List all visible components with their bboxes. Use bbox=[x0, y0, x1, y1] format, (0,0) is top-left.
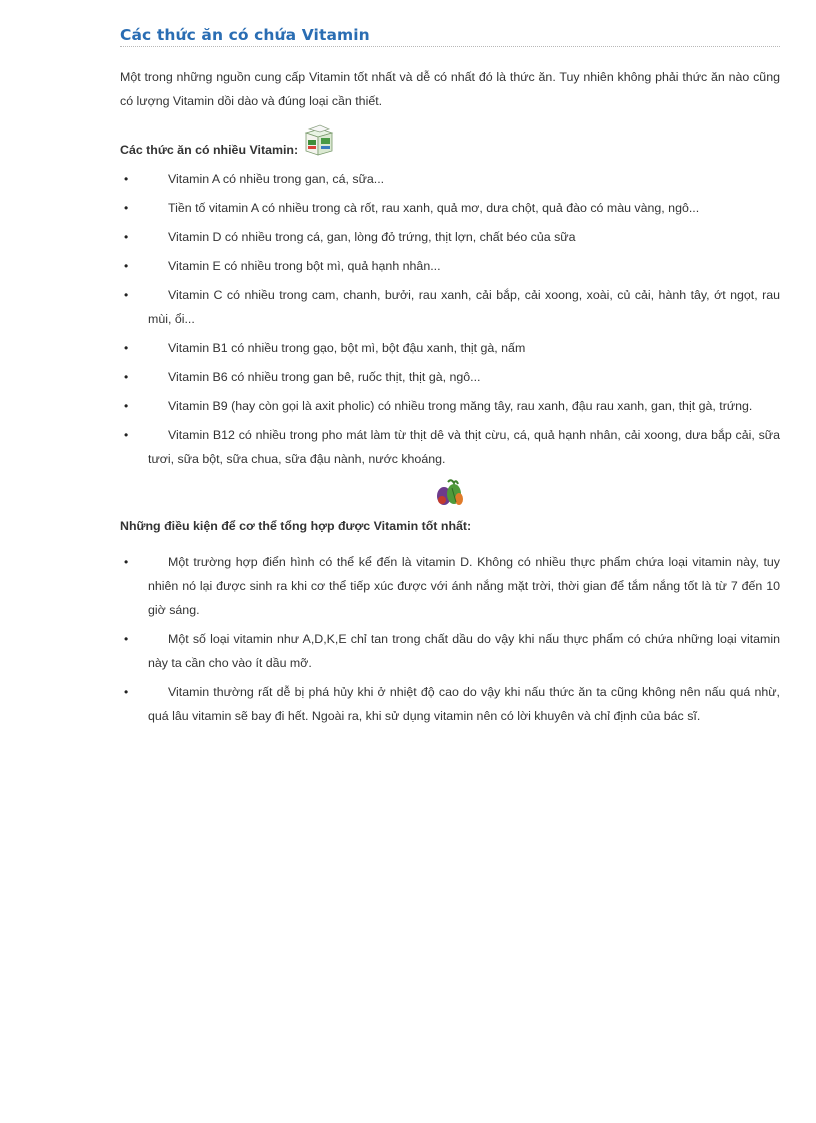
bullet: • bbox=[124, 685, 129, 699]
vitamin-food-list bbox=[120, 167, 780, 471]
bullet: • bbox=[124, 370, 129, 384]
list-item: • Vitamin B6 có nhiều trong gan bê, ruốc thịt, thịt gà, ngô... bbox=[120, 365, 780, 389]
bullet: • bbox=[124, 341, 129, 355]
list-item: • Một trường hợp điển hình có thể kể đến là vitamin D. Không có nhiều thực phẩm chứa loại vitamin này, tuy nhiên nó lại được sinh ra khi cơ thể tiếp xúc được với ánh nắng mặt trời, thời gian để tắm nắng tốt là từ 7 đến 10 giờ sáng. bbox=[120, 550, 780, 622]
list-item: • Một số loại vitamin như A,D,K,E chỉ tan trong chất dầu do vậy khi nấu thực phẩm có chứa những loại vitamin này ta cần cho vào ít dầu mỡ. bbox=[120, 627, 780, 675]
document-page bbox=[120, 26, 780, 733]
bullet: • bbox=[124, 172, 129, 186]
vegetables-icon bbox=[434, 476, 466, 508]
section2-heading-row bbox=[120, 514, 780, 538]
intro-paragraph: Một trong những nguồn cung cấp Vitamin tốt nhất và dễ có nhất đó là thức ăn. Tuy nhiên không phải thức ăn nào cũng có lượng Vitamin dồi dào và đúng loại cần thiết. bbox=[120, 70, 780, 108]
section1-heading-row bbox=[120, 119, 780, 157]
list-item: • Tiền tố vitamin A có nhiều trong cà rốt, rau xanh, quả mơ, dưa chột, quả đào có màu vàng, ngô... bbox=[120, 196, 780, 220]
bullet: • bbox=[124, 555, 129, 569]
section2-heading: Những điều kiện để cơ thể tổng hợp được Vitamin tốt nhất: bbox=[120, 519, 472, 533]
list-item: • Vitamin B12 có nhiều trong pho mát làm từ thịt dê và thịt cừu, cá, quả hạnh nhân, cải xoong, dưa bắp cải, sữa tươi, sữa bột, sữa chua, sữa đậu nành, nước khoáng. bbox=[120, 423, 780, 471]
section1-heading: Các thức ăn có nhiều Vitamin: bbox=[120, 143, 299, 157]
list-item: • Vitamin B1 có nhiều trong gạo, bột mì, bột đậu xanh, thịt gà, nấm bbox=[120, 336, 780, 360]
list-item: • Vitamin E có nhiều trong bột mì, quả hạnh nhân... bbox=[120, 254, 780, 278]
list-item: • Vitamin thường rất dễ bị phá hủy khi ở nhiệt độ cao do vậy khi nấu thức ăn ta cũng không nên nấu quá nhừ, quá lâu vitamin sẽ bay đi hết. Ngoài ra, khi sử dụng vitamin nên có lời khuyên và chỉ định của bác sĩ. bbox=[120, 680, 780, 728]
bullet: • bbox=[124, 230, 129, 244]
bullet: • bbox=[124, 288, 129, 302]
bullet: • bbox=[124, 428, 129, 442]
divider-image bbox=[120, 476, 780, 510]
bullet: • bbox=[124, 201, 129, 215]
list-item: • Vitamin A có nhiều trong gan, cá, sữa... bbox=[120, 167, 780, 191]
milk-box-icon bbox=[302, 123, 336, 157]
list-item: • Vitamin C có nhiều trong cam, chanh, bưởi, rau xanh, cải bắp, cải xoong, xoài, củ cải, hành tây, ớt ngọt, rau mùi, ổi... bbox=[120, 283, 780, 331]
conditions-list bbox=[120, 550, 780, 728]
list-item: • Vitamin B9 (hay còn gọi là axit pholic) có nhiều trong măng tây, rau xanh, đậu rau xanh, gan, thịt gà, trứng. bbox=[120, 394, 780, 418]
page-title: Các thức ăn có chứa Vitamin bbox=[120, 26, 780, 47]
list-item: • Vitamin D có nhiều trong cá, gan, lòng đỏ trứng, thịt lợn, chất béo của sữa bbox=[120, 225, 780, 249]
bullet: • bbox=[124, 399, 129, 413]
bullet: • bbox=[124, 632, 129, 646]
bullet: • bbox=[124, 259, 129, 273]
